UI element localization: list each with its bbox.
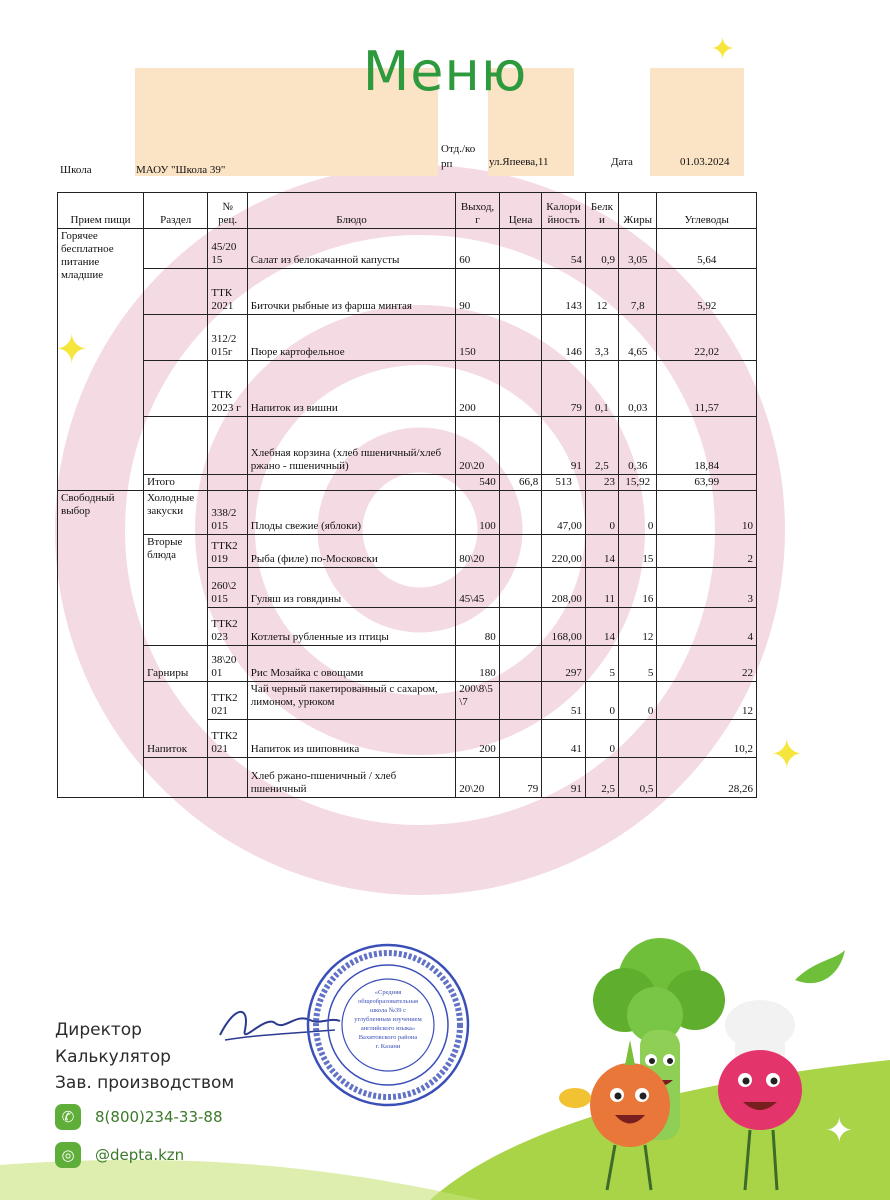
carbs-cell: 3 [657,568,757,608]
section-cell [144,269,208,315]
section-cell [144,417,208,475]
recipe-cell: ТТК2 021 [208,682,247,720]
meal-line: питание [61,256,100,268]
protein-cell: 5 [585,646,618,682]
total-carbs: 63,99 [657,475,757,491]
calories-cell: 168,00 [542,608,586,646]
calories-cell: 208,00 [542,568,586,608]
section-cold [144,491,208,535]
table-header-row [58,193,757,229]
section-cell [144,758,208,798]
yield-cell: 200 [456,720,500,758]
recipe-cell: 338/2 015 [208,491,247,535]
calories-cell: 143 [542,269,586,315]
dept-label [441,142,475,172]
carbs-cell: 22,02 [657,315,757,361]
dish-cell: Хлеб ржано-пшеничный / хлеб пшеничный [247,758,455,798]
dish-cell: Салат из белокачанной капусты [247,229,455,269]
recipe-cell: 45/20 15 [208,229,247,269]
official-seal [303,940,473,1110]
calories-cell: 54 [542,229,586,269]
protein-cell: 0 [585,682,618,720]
footer-director: Директор [55,1020,142,1040]
dish-cell: Напиток из вишни [247,361,455,417]
fat-cell: 16 [619,568,657,608]
carbs-cell: 2 [657,535,757,568]
carbs-cell: 11,57 [657,361,757,417]
calories-cell: 47,00 [542,491,586,535]
yield-cell: 80 [456,608,500,646]
section-line: закуски [147,505,184,517]
section-line: Холодные [147,492,195,504]
yield-cell: 45\45 [456,568,500,608]
col-cal-l2: йность [547,214,580,226]
recipe-cell: ТТК 2023 г [208,361,247,417]
seal-line: углубленным изучением [354,1016,422,1023]
calories-cell: 146 [542,315,586,361]
col-prot-l1: Белк [590,201,613,213]
fat-cell: 0,5 [619,758,657,798]
calories-cell: 297 [542,646,586,682]
fat-cell [619,720,657,758]
recipe-cell: ТТК2 023 [208,608,247,646]
seal-center-text [343,988,433,1051]
table-row [58,361,757,417]
table-row [58,646,757,682]
fat-cell: 15 [619,535,657,568]
yield-cell: 20\20 [456,417,500,475]
seal-line: «Средняя [374,989,402,996]
protein-cell: 2,5 [585,417,618,475]
footer-production: Зав. производством [55,1073,235,1093]
table-row [58,315,757,361]
fat-cell: 0,03 [619,361,657,417]
protein-cell: 0 [585,491,618,535]
carbs-cell: 10 [657,491,757,535]
sparkle-icon: ✦ [710,33,736,66]
total-row [58,475,757,491]
phone-text[interactable]: 8(800)234-33-88 [95,1108,223,1126]
footer-calculator: Калькулятор [55,1047,171,1067]
total-fat: 15,92 [619,475,657,491]
section-line: блюда [147,549,177,561]
price-cell [499,417,542,475]
yield-cell: 90 [456,269,500,315]
contact-phone[interactable] [55,1104,223,1130]
sparkle-icon: ✦ [825,1113,854,1150]
protein-cell: 12 [585,269,618,315]
price-cell [499,720,542,758]
phone-icon: ✆ [55,1104,81,1130]
fat-cell: 3,05 [619,229,657,269]
yield-cell: 150 [456,315,500,361]
price-cell [499,646,542,682]
recipe-cell: ТТК2 019 [208,535,247,568]
fat-cell: 0,36 [619,417,657,475]
seal-line: общеобразовательная [358,998,418,1005]
total-calories: 513 [542,475,586,491]
meal-line: Свободный [61,492,115,504]
table-row [58,758,757,798]
section-drink: Напиток [144,682,208,758]
meal-line: бесплатное [61,243,114,255]
carbs-cell: 5,64 [657,229,757,269]
dish-cell: Гуляш из говядины [247,568,455,608]
total-label: Итого [144,475,208,491]
calories-cell: 220,00 [542,535,586,568]
meal-cell-hot [58,229,144,475]
protein-cell: 3,3 [585,315,618,361]
address-value: ул.Япеева,11 [489,156,549,168]
section-garnish: Гарниры [144,646,208,682]
protein-cell: 14 [585,535,618,568]
price-cell [499,229,542,269]
yield-cell: 100 [456,491,500,535]
recipe-cell [208,758,247,798]
seal-line: г. Казани [375,1043,401,1050]
menu-table [57,192,757,798]
total-price: 66,8 [499,475,542,491]
date-label: Дата [611,156,633,168]
recipe-cell [208,475,247,491]
price-cell [499,682,542,720]
col-section: Раздел [144,193,208,229]
price-cell [499,315,542,361]
dish-cell: Пюре картофельное [247,315,455,361]
fat-cell: 7,8 [619,269,657,315]
carbs-cell: 22 [657,646,757,682]
dish-cell: Биточки рыбные из фарша минтая [247,269,455,315]
col-recipe-l2: рец. [218,214,238,226]
col-protein [585,193,618,229]
meal-cell-empty [58,475,144,491]
protein-cell: 2,5 [585,758,618,798]
protein-cell: 0,9 [585,229,618,269]
yield-cell: 180 [456,646,500,682]
table-row [58,417,757,475]
carbs-cell: 28,26 [657,758,757,798]
recipe-cell: 38\20 01 [208,646,247,682]
yield-cell: 200 [456,361,500,417]
col-dish: Блюдо [247,193,455,229]
seal-line: школа №39 с [370,1007,406,1014]
section-main [144,535,208,646]
fat-cell: 0 [619,682,657,720]
yield-cell: 200\8\5 \7 [456,682,500,720]
carbs-cell: 5,92 [657,269,757,315]
dish-cell: Котлеты рубленные из птицы [247,608,455,646]
fat-cell: 12 [619,608,657,646]
vegetable-mascots-illustration [545,920,890,1200]
dish-cell: Плоды свежие (яблоки) [247,491,455,535]
fat-cell: 0 [619,491,657,535]
school-label: Школа [60,164,92,176]
recipe-cell [208,417,247,475]
col-recipe [208,193,247,229]
seal-line: английского языка» [360,1025,416,1032]
dish-cell: Чай черный пакетированный с сахаром, лимоном, урюком [247,682,455,720]
table-row [58,229,757,269]
contact-instagram[interactable] [55,1142,184,1168]
price-cell [499,568,542,608]
col-yield-l2: г [475,214,480,226]
col-calories [542,193,586,229]
carbs-cell: 12 [657,682,757,720]
fat-cell: 5 [619,646,657,682]
total-protein: 23 [585,475,618,491]
instagram-text[interactable]: @depta.kzn [95,1146,185,1164]
price-cell [499,361,542,417]
dish-cell: Напиток из шиповника [247,720,455,758]
carbs-cell: 4 [657,608,757,646]
meal-line: младшие [61,269,104,281]
recipe-cell: ТТК 2021 [208,269,247,315]
price-cell [499,269,542,315]
yield-cell: 60 [456,229,500,269]
protein-cell: 0,1 [585,361,618,417]
col-yield-l1: Выход, [460,201,495,213]
protein-cell: 0 [585,720,618,758]
fat-cell: 4,65 [619,315,657,361]
calories-cell: 51 [542,682,586,720]
section-cell [144,315,208,361]
price-cell: 79 [499,758,542,798]
carbs-cell: 18,84 [657,417,757,475]
table-row [58,535,757,568]
dish-cell [247,475,455,491]
col-carbs: Углеводы [657,193,757,229]
calories-cell: 91 [542,758,586,798]
meal-line: Горячее [61,230,98,242]
recipe-cell: 312/2 015г [208,315,247,361]
calories-cell: 41 [542,720,586,758]
yield-cell: 20\20 [456,758,500,798]
dept-label-line: рп [441,158,453,170]
protein-cell: 14 [585,608,618,646]
carbs-cell: 10,2 [657,720,757,758]
dept-label-line: Отд./ко [441,143,476,155]
meal-cell-free [58,491,144,798]
recipe-cell: 260\2 015 [208,568,247,608]
col-recipe-l1: № [222,201,233,213]
col-fat: Жиры [619,193,657,229]
recipe-cell: ТТК2 021 [208,720,247,758]
date-value: 01.03.2024 [680,156,730,168]
price-cell [499,535,542,568]
col-cal-l1: Калори [546,201,581,213]
page-title: Меню [362,40,528,103]
calories-cell: 91 [542,417,586,475]
col-price: Цена [499,193,542,229]
sparkle-icon: ✦ [770,732,804,777]
protein-cell: 11 [585,568,618,608]
price-cell [499,491,542,535]
school-value: МАОУ "Школа 39" [136,164,226,176]
dish-cell: Рис Мозайка с овощами [247,646,455,682]
section-cell [144,361,208,417]
table-row [58,491,757,535]
section-line: Вторые [147,536,183,548]
calories-cell: 79 [542,361,586,417]
table-row [58,682,757,720]
total-yield: 540 [456,475,500,491]
table-row [58,269,757,315]
col-yield [456,193,500,229]
instagram-icon: ◎ [55,1142,81,1168]
price-cell [499,608,542,646]
col-meal: Прием пищи [58,193,144,229]
meal-line: выбор [61,505,91,517]
yield-cell: 80\20 [456,535,500,568]
seal-line: Вахитовского района [358,1034,418,1041]
dish-cell: Хлебная корзина (хлеб пшеничный/хлеб ржано - пшеничный) [247,417,455,475]
dish-cell: Рыба (филе) по-Московски [247,535,455,568]
sparkle-icon: ✦ [55,327,89,372]
col-prot-l2: и [598,214,605,226]
section-cell [144,229,208,269]
